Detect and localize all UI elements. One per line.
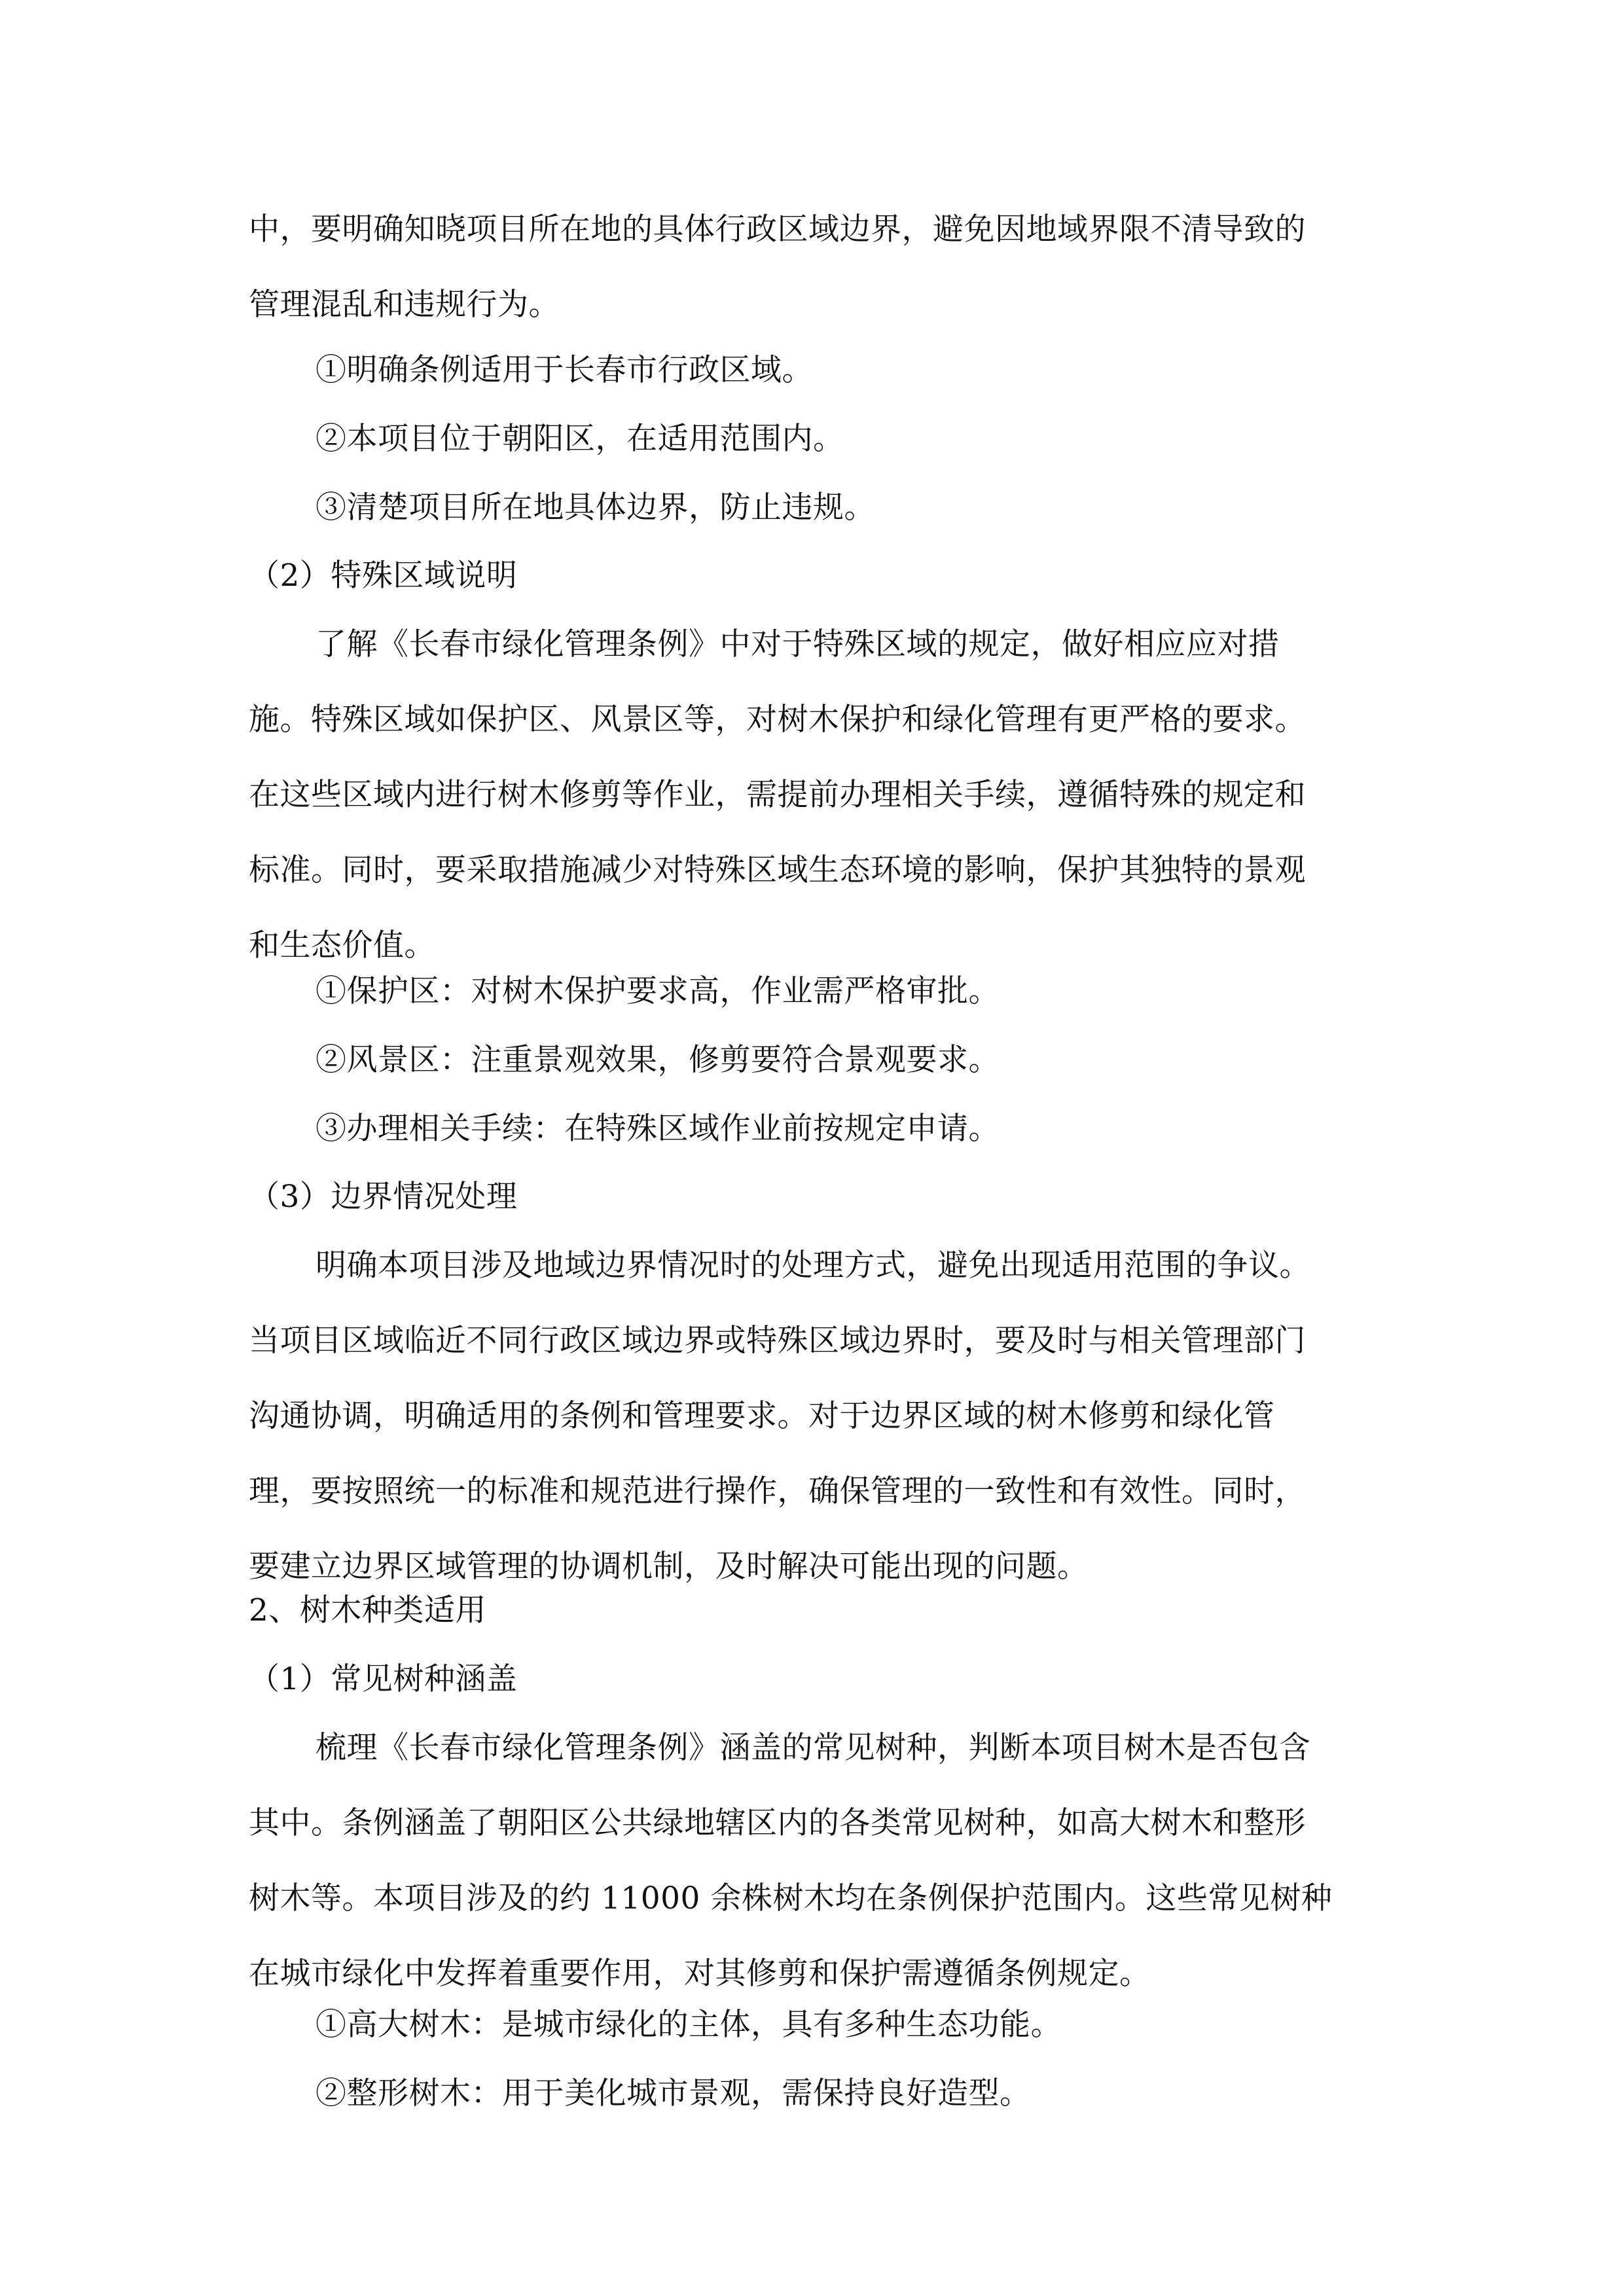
list-item: ①明确条例适用于长春市行政区域。 — [316, 352, 813, 388]
paragraph-line: 施。特殊区域如保护区、风景区等，对树木保护和绿化管理有更严格的要求。 — [249, 702, 1306, 738]
list-item: ②整形树木：用于美化城市景观，需保持良好造型。 — [316, 2075, 1031, 2111]
paragraph-line: 中，要明确知晓项目所在地的具体行政区域边界，避免因地域界限不清导致的 — [249, 211, 1306, 247]
paragraph-line: 树木等。本项目涉及的约 11000 余株树木均在条例保护范围内。这些常见树种 — [249, 1880, 1333, 1916]
list-item: ②本项目位于朝阳区，在适用范围内。 — [316, 421, 844, 457]
paragraph-line: 梳理《长春市绿化管理条例》涵盖的常见树种，判断本项目树木是否包含 — [316, 1730, 1310, 1766]
list-item: ①保护区：对树木保护要求高，作业需严格审批。 — [316, 973, 1000, 1009]
list-item: ③办理相关手续：在特殊区域作业前按规定申请。 — [316, 1111, 1000, 1147]
paragraph-line: 和生态价值。 — [249, 927, 435, 963]
paragraph-line: 管理混乱和违规行为。 — [249, 287, 560, 323]
section-heading-tree-species: 2、树木种类适用 — [249, 1592, 486, 1628]
paragraph-line: 理，要按照统一的标准和规范进行操作，确保管理的一致性和有效性。同时， — [249, 1473, 1306, 1509]
list-item: ②风景区：注重景观效果，修剪要符合景观要求。 — [316, 1042, 1000, 1078]
paragraph-line: 在这些区域内进行树木修剪等作业，需提前办理相关手续，遵循特殊的规定和 — [249, 777, 1306, 813]
common-species-paragraph — [249, 1710, 1378, 2011]
paragraph-line: 了解《长春市绿化管理条例》中对于特殊区域的规定，做好相应应对措 — [316, 626, 1280, 662]
paragraph-line: 明确本项目涉及地域边界情况时的处理方式，避免出现适用范围的争议。 — [316, 1247, 1310, 1283]
paragraph-line: 要建立边界区域管理的协调机制，及时解决可能出现的问题。 — [249, 1549, 1089, 1585]
paragraph-line: 其中。条例涵盖了朝阳区公共绿地辖区内的各类常见树种，如高大树木和整形 — [249, 1805, 1306, 1841]
subsection-heading-common-species: （1）常见树种涵盖 — [249, 1661, 518, 1697]
paragraph-line: 当项目区域临近不同行政区域边界或特殊区域边界时，要及时与相关管理部门 — [249, 1323, 1306, 1359]
list-item: ①高大树木：是城市绿化的主体，具有多种生态功能。 — [316, 2007, 1062, 2043]
special-areas-paragraph — [249, 607, 1378, 983]
paragraph-line: 标准。同时，要采取措施减少对特殊区域生态环境的影响，保护其独特的景观 — [249, 852, 1306, 888]
subsection-heading-boundary: （3）边界情况处理 — [249, 1179, 518, 1215]
paragraph-line: 在城市绿化中发挥着重要作用，对其修剪和保护需遵循条例规定。 — [249, 1956, 1151, 1992]
list-item: ③清楚项目所在地具体边界，防止违规。 — [316, 490, 875, 526]
intro-paragraph — [249, 192, 1378, 342]
paragraph-line: 沟通协调，明确适用的条例和管理要求。对于边界区域的树木修剪和绿化管 — [249, 1398, 1275, 1434]
boundary-paragraph — [249, 1228, 1378, 1604]
subsection-heading-special-areas: （2）特殊区域说明 — [249, 558, 518, 594]
